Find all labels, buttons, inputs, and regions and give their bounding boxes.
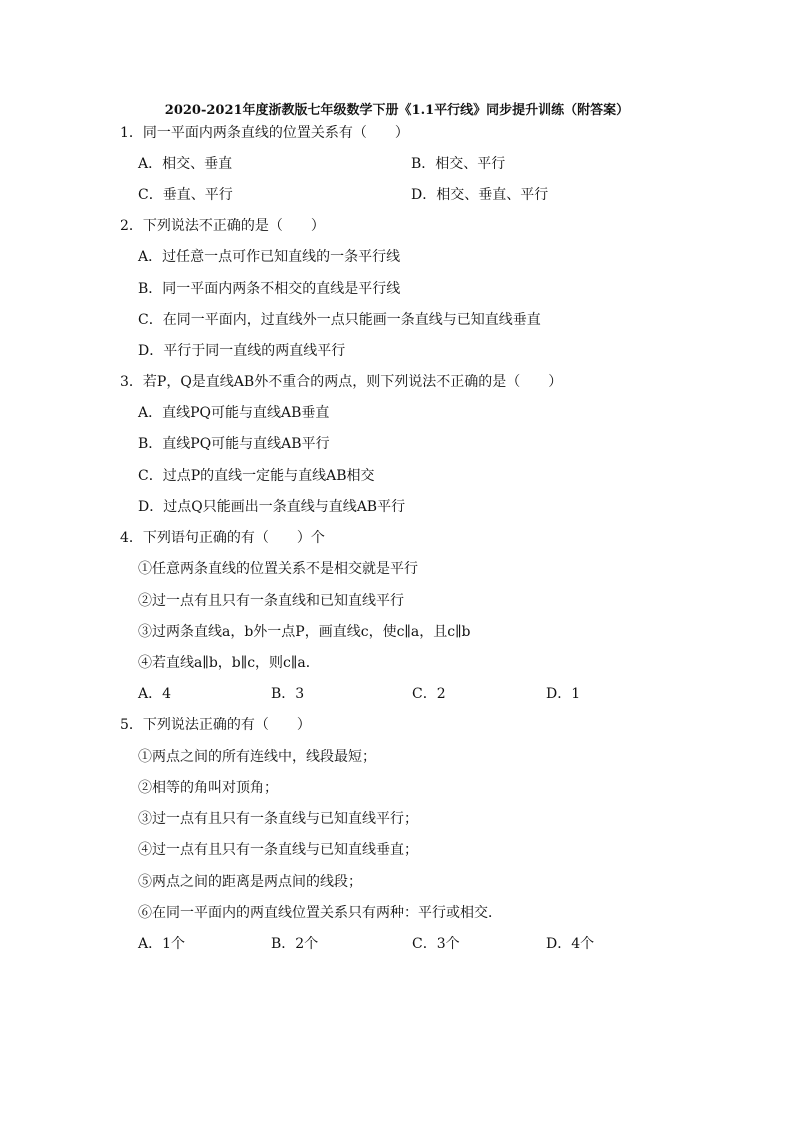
question-5-statement-6: ⑥在同一平面内的两直线位置关系只有两种：平行或相交． [138, 905, 502, 921]
question-3-option-b: B．直线PQ可能与直线AB平行 [138, 436, 330, 452]
question-4-statement-3: ③过两条直线a，b外一点P，画直线c，使c∥a，且c∥b [138, 624, 471, 640]
question-3-stem: 3．若P，Q是直线AB外不重合的两点，则下列说法不正确的是（ ） [120, 374, 563, 390]
question-1-stem: 1．同一平面内两条直线的位置关系有（ ） [120, 125, 409, 141]
question-5-statement-2: ②相等的角叫对顶角； [138, 780, 278, 796]
question-3-option-c: C．过点P的直线一定能与直线AB相交 [138, 468, 375, 484]
question-4-stem: 4．下列语句正确的有（ ）个 [120, 530, 325, 546]
question-3-option-d: D．过点Q只能画出一条直线与直线AB平行 [138, 499, 406, 515]
question-4-statement-1: ①任意两条直线的位置关系不是相交就是平行 [138, 561, 418, 577]
question-4-statement-2: ②过一点有且只有一条直线和已知直线平行 [138, 593, 404, 609]
question-3-option-a: A．直线PQ可能与直线AB垂直 [138, 405, 330, 421]
question-5-option-c: C．3个 [412, 936, 460, 952]
document-title: 2020-2021年度浙教版七年级数学下册《1.1平行线》同步提升训练（附答案） [164, 103, 630, 118]
question-1-option-b: B．相交、平行 [411, 156, 506, 172]
question-2-stem: 2．下列说法不正确的是（ ） [120, 218, 325, 234]
question-1-option-d: D．相交、垂直、平行 [411, 187, 549, 203]
question-5-statement-5: ⑤两点之间的距离是两点间的线段； [138, 874, 362, 890]
question-1-option-a: A．相交、垂直 [138, 156, 233, 172]
question-2-option-b: B．同一平面内两条不相交的直线是平行线 [138, 281, 401, 297]
question-5-statement-4: ④过一点有且只有一条直线与已知直线垂直； [138, 842, 418, 858]
question-4-option-a: A．4 [138, 686, 172, 702]
question-5-statement-3: ③过一点有且只有一条直线与已知直线平行； [138, 811, 418, 827]
question-5-option-b: B．2个 [271, 936, 319, 952]
question-4-statement-4: ④若直线a∥b，b∥c，则c∥a． [138, 655, 320, 671]
question-4-option-c: C．2 [412, 686, 446, 702]
question-5-statement-1: ①两点之间的所有连线中，线段最短； [138, 749, 376, 765]
question-5-option-d: D．4个 [546, 936, 595, 952]
question-2-option-c: C．在同一平面内，过直线外一点只能画一条直线与已知直线垂直 [138, 312, 541, 328]
question-4-option-b: B．3 [271, 686, 305, 702]
question-2-option-d: D．平行于同一直线的两直线平行 [138, 343, 346, 359]
question-1-option-c: C．垂直、平行 [138, 187, 233, 203]
question-2-option-a: A．过任意一点可作已知直线的一条平行线 [138, 249, 401, 265]
question-5-stem: 5．下列说法正确的有（ ） [120, 717, 311, 733]
question-4-option-d: D．1 [546, 686, 581, 702]
question-5-option-a: A．1个 [138, 936, 186, 952]
